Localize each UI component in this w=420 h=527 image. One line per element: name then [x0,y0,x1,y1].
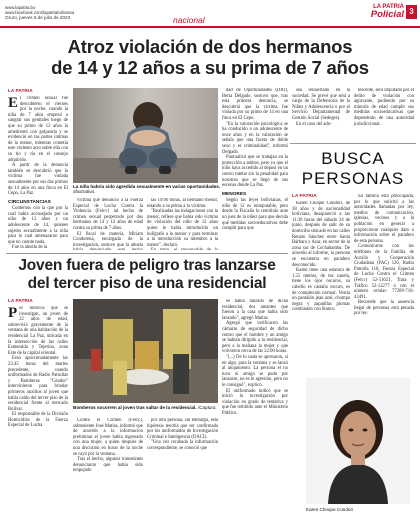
sidebar-headline-line1: BUSCA [321,149,385,168]
article2-column-3 [147,418,218,520]
paragraph: En el caso del ado- [296,121,332,127]
brand-section: Policial [370,9,404,20]
paragraph: Según las leyes bolivianas, el niño de 12 es inimputable, pero desde la Fiscalía lo remitirán ante un juez de la niñez para que decida qué medidas socioeducativas debe cumplir para que [222,198,288,232]
article1-headline [6,36,414,78]
divider [290,143,416,144]
article1-column-4 [222,88,288,250]
paragraph: "(...) De lo nada se apresaron, si en algo, para la ventana y se lanzó al alojamiento. La persona el no tuvo ni amigo se pudo por lanzarse, no es le agresión, pero no le consiguó", explicó. [222,354,288,388]
portrait-image [306,378,410,504]
paragraph: El responsable de la División Homicidios de la Fuerza Especial de Lucha [8,412,68,429]
article1-column-2 [73,198,143,250]
article1-byline: LA PATRIA [8,89,33,94]
rescue-scene-image [73,299,218,403]
paragraph: víctima que denunció a la Fuerza Especial de Lucha Contra la Violencia (Felcv) tal hecho de crimen sexual perpetrado por dos hermanos de 14 y 12 años de edad contra su prima de 7 años. [73,198,143,231]
article2-byline: LA PATRIA [8,299,33,304]
paragraph: "Una vez recabada la información correspondiente, se conoció que [147,440,218,451]
article1-column-1 [8,96,68,250]
paragraph: Fue la abuela de la [12,245,48,250]
brand-name: LA PATRIA [373,4,404,10]
sidebar-column-2 [354,194,414,374]
sidebar-byline: LA PATRIA [292,194,317,199]
paragraph: El uniformado indicó que se inició la investigación por violación en grado de tentativa y que fue remitido ante el Ministerio Público. [222,388,288,416]
paragraph: Tras el hecho, algunos transeúntes denunciaron que había sido empujado [73,457,143,474]
paragraph: Contemos con la que por la cual había aconsejado por un niño de 12 años y un adolescente de 14, quienes sujetos sexualmente a la niña para lo cual amenazaron para que no cuente nada. [8,206,68,245]
paragraph [147,248,218,250]
caption-credit: /Ilustrativa. [73,189,96,195]
paragraph: "En la valoración psicológica se ha conducido a un adolescente de once años y en la valoración se señala que una faceta de doble sexo y es criminalidad", informó Delgado. [222,121,288,155]
caption-text: La niña habría sido agredida sexualmente en varias oportunidades. [73,184,221,189]
sidebar-column-1 [292,201,350,373]
article2-headline [6,257,288,293]
article1-headline-line2: de 14 y 12 años a su prima de 7 años [51,57,369,78]
paragraph: Puntualizó que se trabajan en la protección a ambos, pero ya que el niño haya accedido al deposi en un centro tutelar sin la penalidad para nosotros que se llegó de sus escenas donde La Paz. [222,155,288,189]
subheading: CIRCUNSTANCIAS [8,199,51,205]
brand [340,4,404,19]
paragraph: l crimen sexual fue descubierto el viernes por la noche, cuando la niña de 7 años empezó a sangrar sus genitales luego de que su primo de 12 años la amedrentó con golpearla y se evidenció en las partes íntimas de la menor, mientras cometía este violento acto sobre ella con su tío y tía en el consejo adquirido. [8,96,68,163]
dropcap: P [8,306,18,321]
paragraph: Agregó que verificaron las cámaras de seguridad de dicho centro que el hombre y un amigo se habían dirigido a la residencial, pero a la mañana la mujer y que volvieron cerca de las 22:00 horas. [222,321,288,355]
missing-person-photo [306,378,410,504]
paragraph: Karen Choque Condori, de 38 años y de nacionalidad boliviana, desapareció a las 11:30 horas del sábado 24 de junio, después de salir de su domicilio ubicado en las calles Renato Sánchez entre Santa Bárbara y Azar, en sector de la zona sur de Cochabamba. De acuerdo al informe, la persona se encuentra en paradero desconocido. [292,201,350,268]
paragraph: Su familia está preocupada, por lo que solicitó a las autoridades llamadas por ley, medios de comunicación, iglesias, vecinos y a la población en general a proporcionar cualquier dato o información sobre el paradero de esta persona. [354,194,414,244]
article1-column-5 [292,88,350,140]
caption-credit: /Captura. [197,405,217,410]
paragraph: "Realizadas las indagaciones con la menor, refiere que había sido víctima de violación del niño de 12 años quien le había introducido un bolígrafo a la menor y para terminar a la introducción su miembro a la menor", declaró. [147,209,218,248]
article2-headline-line1: Joven fuera de peligro tras lanzarse [18,257,276,274]
sidebar-headline [292,149,414,189]
paragraph: A partir de la denuncia también se descubrió que la víctima fue violada sexualmente por sus dos primos de 14 años en una finca en El Cepo, La Paz. [8,163,68,197]
paragraph: Karen tiene una estatura de 1.55 metros, de tez canela, tiene los ojos oscuros, su cabello es castaño oscuro, es de complexión normal. Vestía un pantalón jean azul, chompa negra y zapatillas plomas combinado con blanco. [292,268,350,313]
paragraph: Eran aproximadamente las 23:45 horas del martes precedente, cuando uniformados de Radio Patrullas y Bomberos "Cóndor" intervinieron para brindar primeros auxilios al joven que había caído del tercer piso de la residencial frente al mercado Bolívar. [8,356,68,412]
article1-photo-caption [73,184,221,195]
article1-headline-line1: Atroz violación de dos hermanos [67,36,353,57]
dateline: Oruro, jueves 6 de julio de 2023 [5,15,71,20]
section-label: nacional [173,15,205,25]
article1-photo [73,88,218,183]
dropcap: E [8,96,19,111]
paragraph: sea reinsertado en la sociedad. Se prevé que será a cargo de la Defensoría de la Niñez y Adolescencia o por el Servicio Departamental de Gestión Social (Sedeges). [292,88,350,121]
facebook-link[interactable]: www.facebook.com/lapatriaboliviana [5,10,75,15]
page-header [0,0,420,28]
article2-photo-caption [73,405,221,410]
article1-column-6 [354,88,414,140]
article2-column-2 [73,418,143,520]
paragraph: Comunicarse con los teléfonos de la Familia de Auxilio y Cooperación Ciudadana (FAC) 120, Radio Patrulla 110, Fuerza Especial de Lucha Contra el Crimen (Felcc) 52-51621, Trata y Tráfico 52-12277 o con el número celular: 77289-716-43491. [354,244,414,300]
missing-person-caption: Karen Choque Condori [306,507,353,512]
subheading: MENORES [222,191,247,197]
paragraph: or motivos que se investigan, un joven de 22 años de edad, sobrevivió gravemente de la ventana de una habitación de la residencial La Paz, ubicada en la intersección de las calles Esmeralda y Tejerina, zona Este de la capital oriental. [8,306,68,356]
article2-headline-line2: del tercer piso de una residencial [27,275,267,292]
article1-column-3 [147,198,218,250]
paragraph: se había lanzado de dicha residencial, dos amantes que fueron a la casa que había sido lanzado", agregó Matías. [222,299,288,321]
paragraph: dad de Oportunidades (DIO), Berta Delgado, sostuvo que, tras esta primera denuncia, se descubrió que la víctima fue violada por su primo de 14 en una finca en El Cepo. [222,88,288,121]
article2-photo [73,299,218,403]
website-link[interactable]: www.lapatria.bo [5,5,36,10]
divider [6,253,288,254]
paragraph: las 19:00 horas, al hermano menor, estando a su prima a la víctima. [147,198,218,209]
caption-text: Bomberos socorren al joven tras saltar de la residencial. [73,405,197,410]
page-number: 3 [406,5,417,19]
sidebar-headline-line2: PERSONAS [301,169,405,188]
article2-column-1 [8,306,68,520]
paragraph: lescente, será imputado por el delito de violación con agravante, pudiendo por su minoría de edad cumplir sus medidas socioeducativas que dependerán de una autoridad jurisdiccional. [354,88,414,127]
sad-child-image [73,88,218,183]
paragraph: Recuerde que la ausencia ilegal de personas está penada por ley. [354,300,414,317]
article2-column-4 [222,299,288,520]
paragraph: El fiscal de materia, Miriam Condorena, encargada de la investigación, sostuvo que la abuela [73,231,143,248]
paragraph: por otra persona, sin embargo, esta hipótesis tendría que ser confirmada por los uniformados de Investigación Criminal e Inteligencia (DACI). [147,418,218,440]
paragraph: Contra el Crimen (Felcc), subteniente José Matías, informó que de acuerdo a la información preliminar el joven había ingresado con una mujer, a quien después de una discusión en horas de la noche se cayó por la ventana. [73,418,143,457]
